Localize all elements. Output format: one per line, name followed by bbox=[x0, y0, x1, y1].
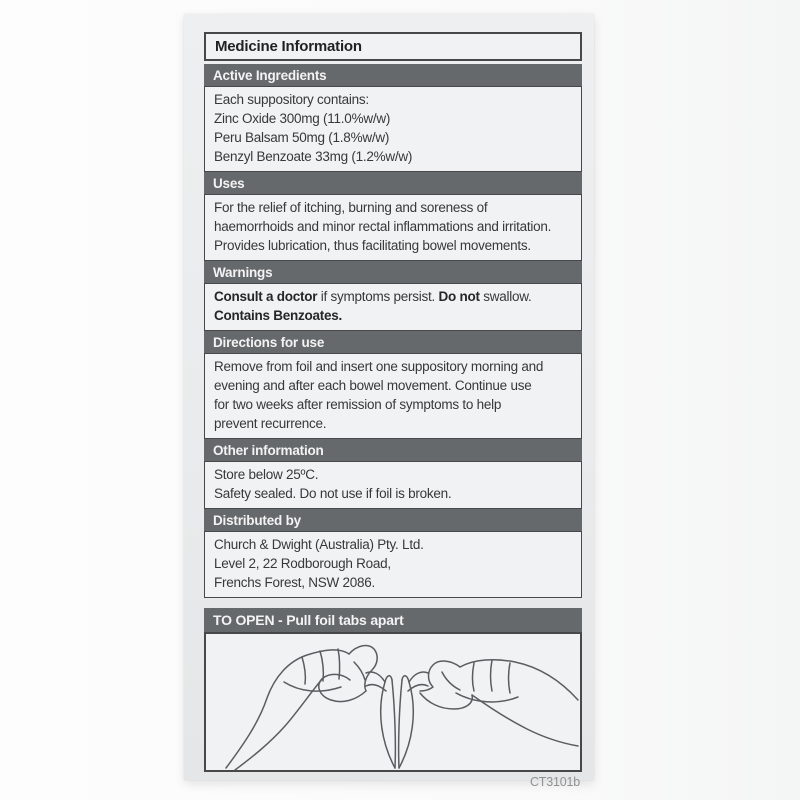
directions-line: evening and after each bowel movement. Continue use bbox=[214, 378, 532, 393]
section-gap bbox=[204, 598, 582, 608]
right-hand bbox=[420, 660, 578, 746]
section-header-other-information: Other information bbox=[204, 439, 582, 461]
section-header-uses: Uses bbox=[204, 172, 582, 194]
warnings-line bbox=[214, 287, 572, 306]
directions-line: prevent recurrence. bbox=[214, 416, 327, 431]
warning-bold-do-not: Do not bbox=[438, 289, 480, 304]
uses-content bbox=[204, 194, 582, 261]
warning-text: if symptoms persist. bbox=[317, 289, 439, 304]
warning-text: swallow. bbox=[479, 289, 532, 304]
section-header-active-ingredients: Active Ingredients bbox=[204, 64, 582, 86]
medicine-information-title: Medicine Information bbox=[204, 32, 582, 61]
ingredient-line: Peru Balsam 50mg (1.8%w/w) bbox=[214, 130, 390, 145]
uses-line: haemorrhoids and minor rectal inflammations and irritation. bbox=[214, 219, 552, 234]
distributor-address-line: Level 2, 22 Rodborough Road, bbox=[214, 556, 391, 571]
ingredients-intro-line: Each suppository contains: bbox=[214, 92, 369, 107]
distributor-name-line: Church & Dwight (Australia) Pty. Ltd. bbox=[214, 537, 424, 552]
other-information-content bbox=[204, 461, 582, 509]
warning-bold-contains-benzoates: Contains Benzoates. bbox=[214, 308, 343, 323]
to-open-header: TO OPEN - Pull foil tabs apart bbox=[204, 608, 582, 632]
uses-line: Provides lubrication, thus facilitating bowel movements. bbox=[214, 238, 531, 253]
section-header-distributed-by: Distributed by bbox=[204, 509, 582, 531]
left-hand bbox=[226, 646, 377, 770]
warnings-content bbox=[204, 283, 582, 331]
medicine-information-label bbox=[204, 32, 582, 790]
distributor-content bbox=[204, 531, 582, 598]
distributor-address-line: Frenchs Forest, NSW 2086. bbox=[214, 575, 376, 590]
package-code: CT3101b bbox=[529, 775, 580, 789]
ingredient-line: Zinc Oxide 300mg (11.0%w/w) bbox=[214, 111, 391, 126]
uses-line: For the relief of itching, burning and soreness of bbox=[214, 200, 488, 215]
warning-bold-consult-doctor: Consult a doctor bbox=[214, 289, 318, 304]
hands-pulling-foil-tabs-illustration bbox=[206, 634, 580, 770]
ingredient-line: Benzyl Benzoate 33mg (1.2%w/w) bbox=[214, 149, 413, 164]
section-header-warnings: Warnings bbox=[204, 261, 582, 283]
directions-line: Remove from foil and insert one suppository morning and bbox=[214, 359, 544, 374]
safety-seal-line: Safety sealed. Do not use if foil is broken. bbox=[214, 486, 452, 501]
storage-line: Store below 25ºC. bbox=[214, 467, 319, 482]
foil-opening-illustration-box bbox=[204, 632, 582, 772]
directions-content bbox=[204, 353, 582, 439]
medicine-package-back-panel bbox=[184, 14, 594, 789]
section-header-directions: Directions for use bbox=[204, 331, 582, 353]
active-ingredients-content bbox=[204, 86, 582, 172]
foil-suppository-center bbox=[366, 672, 428, 768]
directions-line: for two weeks after remission of symptoms to help bbox=[214, 397, 502, 412]
